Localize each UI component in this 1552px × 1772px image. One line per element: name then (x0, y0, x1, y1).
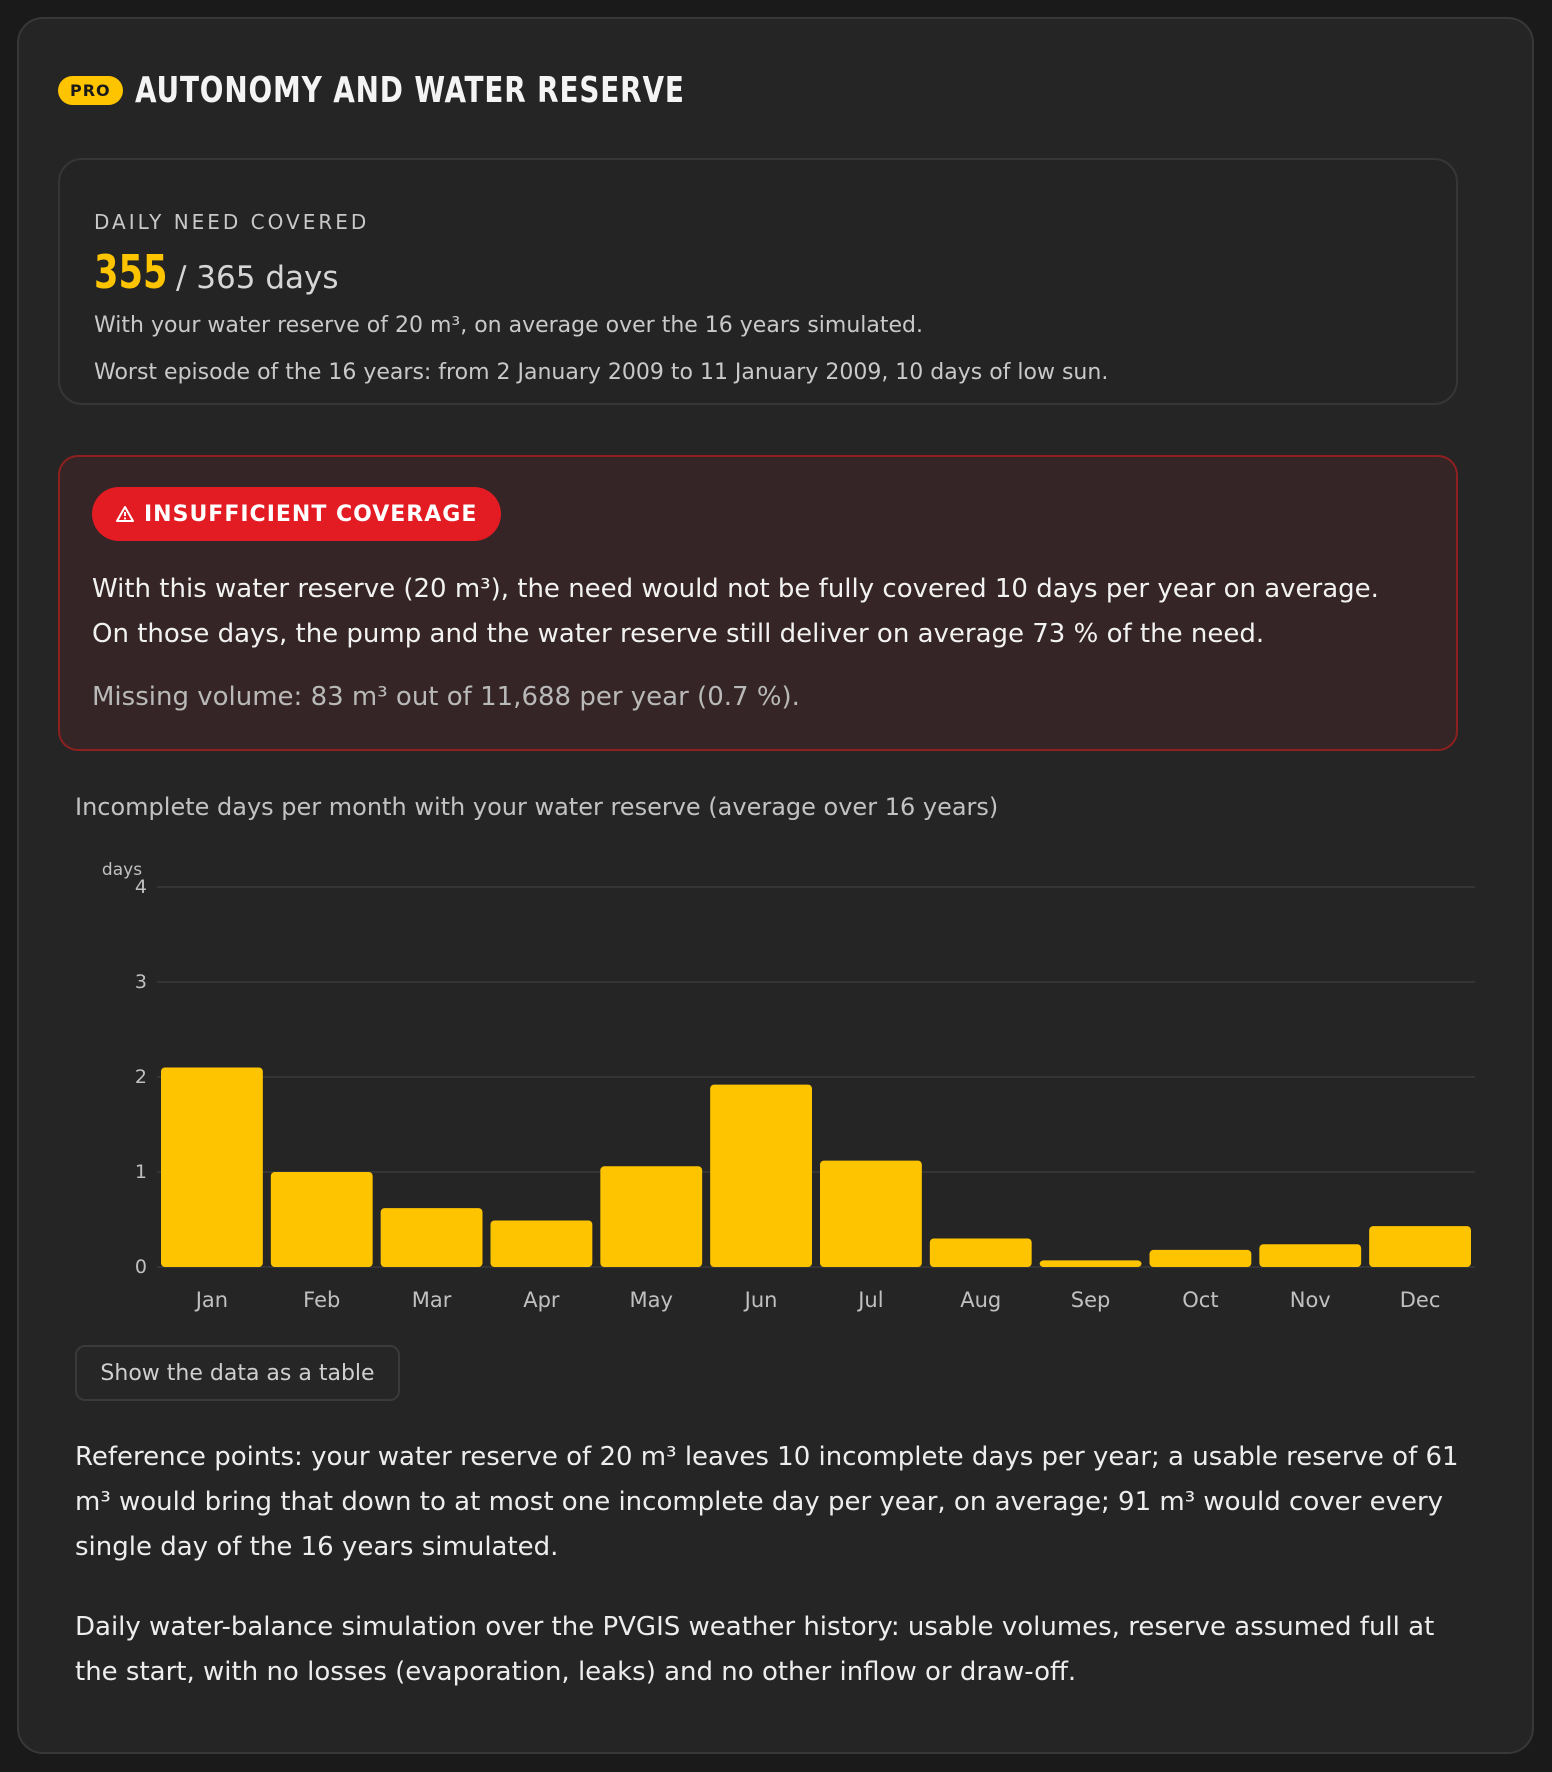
bar-aug (930, 1239, 1032, 1268)
worst-episode: Worst episode of the 16 years: from 2 January 2009 to 11 January 2009, 10 days of low sun. (94, 360, 1109, 385)
warning-line-1: With this water reserve (20 m³), the need would not be fully covered 10 days per year on average. (92, 574, 1379, 604)
bar-feb (271, 1172, 373, 1267)
covered-days: 355 (94, 245, 168, 299)
daily-need-panel (58, 158, 1458, 405)
pro-badge: PRO (58, 76, 123, 105)
x-tick-label: Jan (195, 1288, 229, 1312)
warning-line-2: On those days, the pump and the water reserve still deliver on average 73 % of the need. (92, 619, 1265, 649)
bar-jan (161, 1068, 263, 1268)
bar-jun (710, 1085, 812, 1267)
bar-sep (1040, 1260, 1142, 1267)
x-tick-label: Jul (858, 1288, 884, 1312)
total-days: / 365 days (176, 260, 339, 296)
y-axis-label: days (101, 860, 143, 880)
x-tick-label: Nov (1289, 1288, 1331, 1312)
y-tick-label: 4 (134, 876, 147, 898)
x-tick-label: Sep (1070, 1288, 1111, 1312)
x-tick-label: Jun (744, 1288, 778, 1312)
daily-need-label: DAILY NEED COVERED (94, 210, 370, 234)
warning-text (92, 567, 1432, 657)
daily-need-description: With your water reserve of 20 m³, on average over the 16 years simulated. (94, 313, 923, 338)
section-header (58, 70, 774, 111)
x-tick-label: Dec (1399, 1288, 1441, 1312)
x-tick-label: Aug (960, 1288, 1002, 1312)
coverage-warning-panel (58, 455, 1458, 751)
reference-points: Reference points: your water reserve of 20 m³ leaves 10 incomplete days per year; a usable reserve of 61 m³ would bring that down to at most one incomplete day per year, on average; 91 m³ would cover every single day of the 16 years simulated. (75, 1442, 1459, 1562)
bar-mar (381, 1208, 483, 1267)
bar-oct (1150, 1250, 1252, 1267)
x-tick-label: Oct (1182, 1288, 1219, 1312)
y-tick-label: 3 (134, 971, 147, 993)
bar-dec (1369, 1226, 1471, 1267)
method-note: Daily water-balance simulation over the PVGIS weather history: usable volumes, reserve assumed full at the start, with no losses (evaporation, leaks) and no other inflow or draw-off. (75, 1612, 1435, 1687)
bar-apr (491, 1220, 593, 1267)
x-tick-label: May (629, 1288, 673, 1312)
y-tick-label: 2 (134, 1066, 147, 1088)
bar-nov (1259, 1244, 1361, 1267)
chart-title: Incomplete days per month with your water reserve (average over 16 years) (75, 793, 999, 821)
y-tick-label: 0 (134, 1256, 147, 1278)
section-title: AUTONOMY AND WATER RESERVE (134, 70, 685, 111)
show-table-button[interactable]: Show the data as a table (75, 1345, 400, 1401)
warning-icon (116, 505, 134, 523)
y-tick-label: 1 (134, 1161, 147, 1183)
x-tick-label: Apr (523, 1288, 560, 1312)
missing-volume: Missing volume: 83 m³ out of 11,688 per year (0.7 %). (92, 682, 800, 712)
bar-jul (820, 1161, 922, 1267)
incomplete-days-chart (75, 850, 1475, 1320)
bar-may (600, 1166, 702, 1267)
insufficient-coverage-badge (92, 487, 501, 541)
daily-need-value (94, 245, 339, 299)
x-tick-label: Feb (303, 1288, 341, 1312)
insufficient-coverage-label: INSUFFICIENT COVERAGE (144, 501, 478, 527)
x-tick-label: Mar (411, 1288, 452, 1312)
